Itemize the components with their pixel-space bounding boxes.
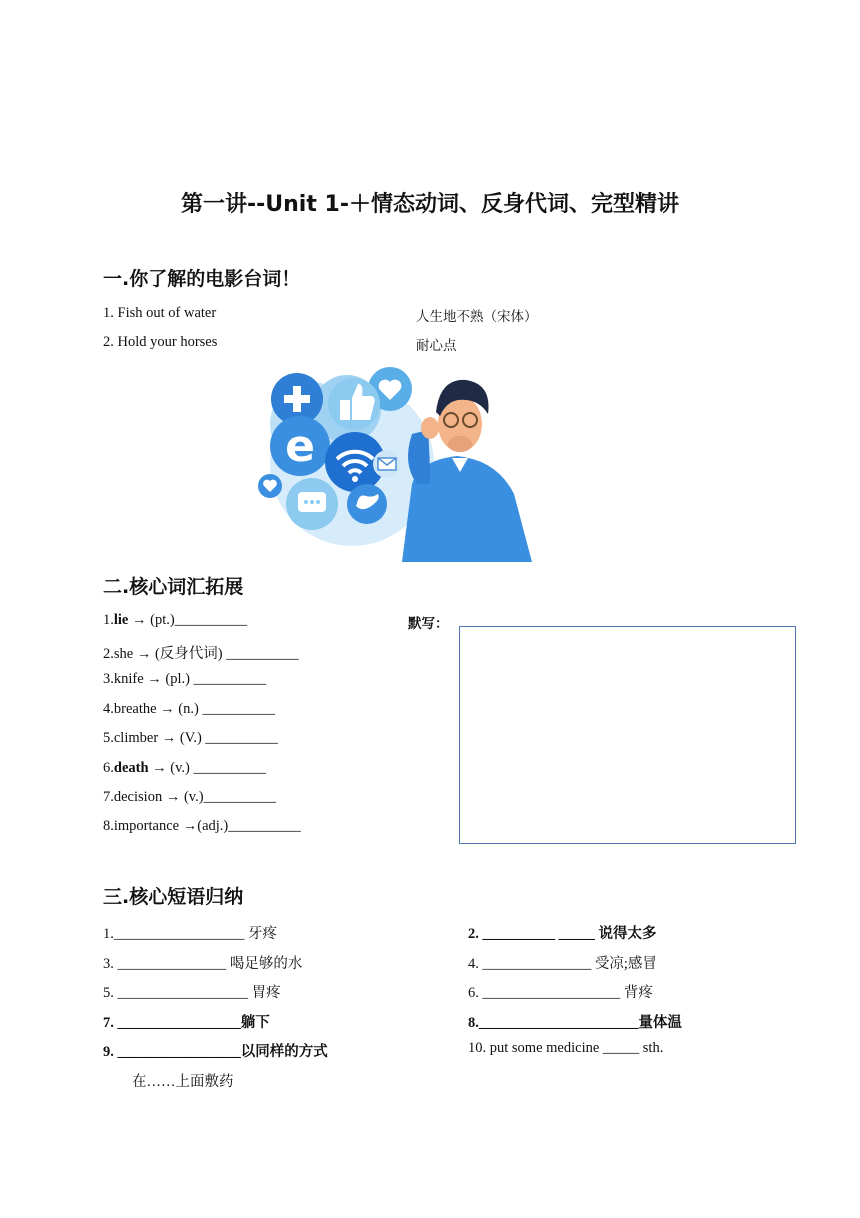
bird-icon xyxy=(347,484,387,524)
dictation-label: 默写： xyxy=(408,616,449,632)
phrase-item: 8.______________________量体温 xyxy=(468,1015,682,1031)
vocab-item: 8.importance →(adj.)__________ xyxy=(103,818,301,834)
phrase-item: 6. ___________________ 背疼 xyxy=(468,985,653,1001)
phrase-item: 3. _______________ 喝足够的水 xyxy=(103,956,303,972)
phrase-item: 5. __________________ 胃疼 xyxy=(103,985,281,1001)
phrase-note: 在……上面敷药 xyxy=(132,1074,234,1090)
page-title: 第一讲--Unit 1-＋情态动词、反身代词、完型精讲 xyxy=(181,192,679,217)
vocab-item: 3.knife → (pl.) __________ xyxy=(103,671,267,687)
vocab-item: 5.climber → (V.) __________ xyxy=(103,730,278,746)
dictation-box[interactable] xyxy=(459,626,796,844)
quote-1-en: 1. Fish out of water xyxy=(103,305,217,321)
svg-text:e: e xyxy=(285,421,315,472)
vocab-item: 7.decision → (v.)__________ xyxy=(103,789,277,805)
quote-2-en: 2. Hold your horses xyxy=(103,334,218,350)
section-2-heading: 二.核心词汇拓展 xyxy=(103,576,244,598)
small-heart-icon xyxy=(258,474,282,498)
phrase-item: 4. _______________ 受凉;感冒 xyxy=(468,956,657,972)
vocab-item: 6.death → (v.) __________ xyxy=(103,760,266,776)
vocab-item: 1.lie → (pt.)__________ xyxy=(103,612,248,628)
man-figure xyxy=(402,380,532,562)
phrase-item: 10. put some medicine _____ sth. xyxy=(468,1040,664,1056)
thumbs-up-icon xyxy=(328,378,380,430)
e-icon xyxy=(270,416,330,476)
section-1-heading: 一.你了解的电影台词！ xyxy=(103,268,301,290)
vocab-item: 4.breathe → (n.) __________ xyxy=(103,701,275,717)
mail-icon xyxy=(373,450,401,478)
phrase-item: 1.__________________ 牙疼 xyxy=(103,926,277,942)
vocab-item: 2.she → (反身代词) __________ xyxy=(103,646,299,662)
phrase-item: 9. _________________以同样的方式 xyxy=(103,1044,328,1060)
section-3-heading: 三.核心短语归纳 xyxy=(103,886,244,908)
chat-icon xyxy=(286,478,338,530)
phrase-item: 2. __________ _____ 说得太多 xyxy=(468,926,657,942)
social-media-illustration xyxy=(252,364,537,562)
phrase-item: 7. _________________躺下 xyxy=(103,1015,270,1031)
quote-1-zh: 人生地不熟（宋体） xyxy=(416,309,538,325)
quote-2-zh: 耐心点 xyxy=(416,338,457,354)
